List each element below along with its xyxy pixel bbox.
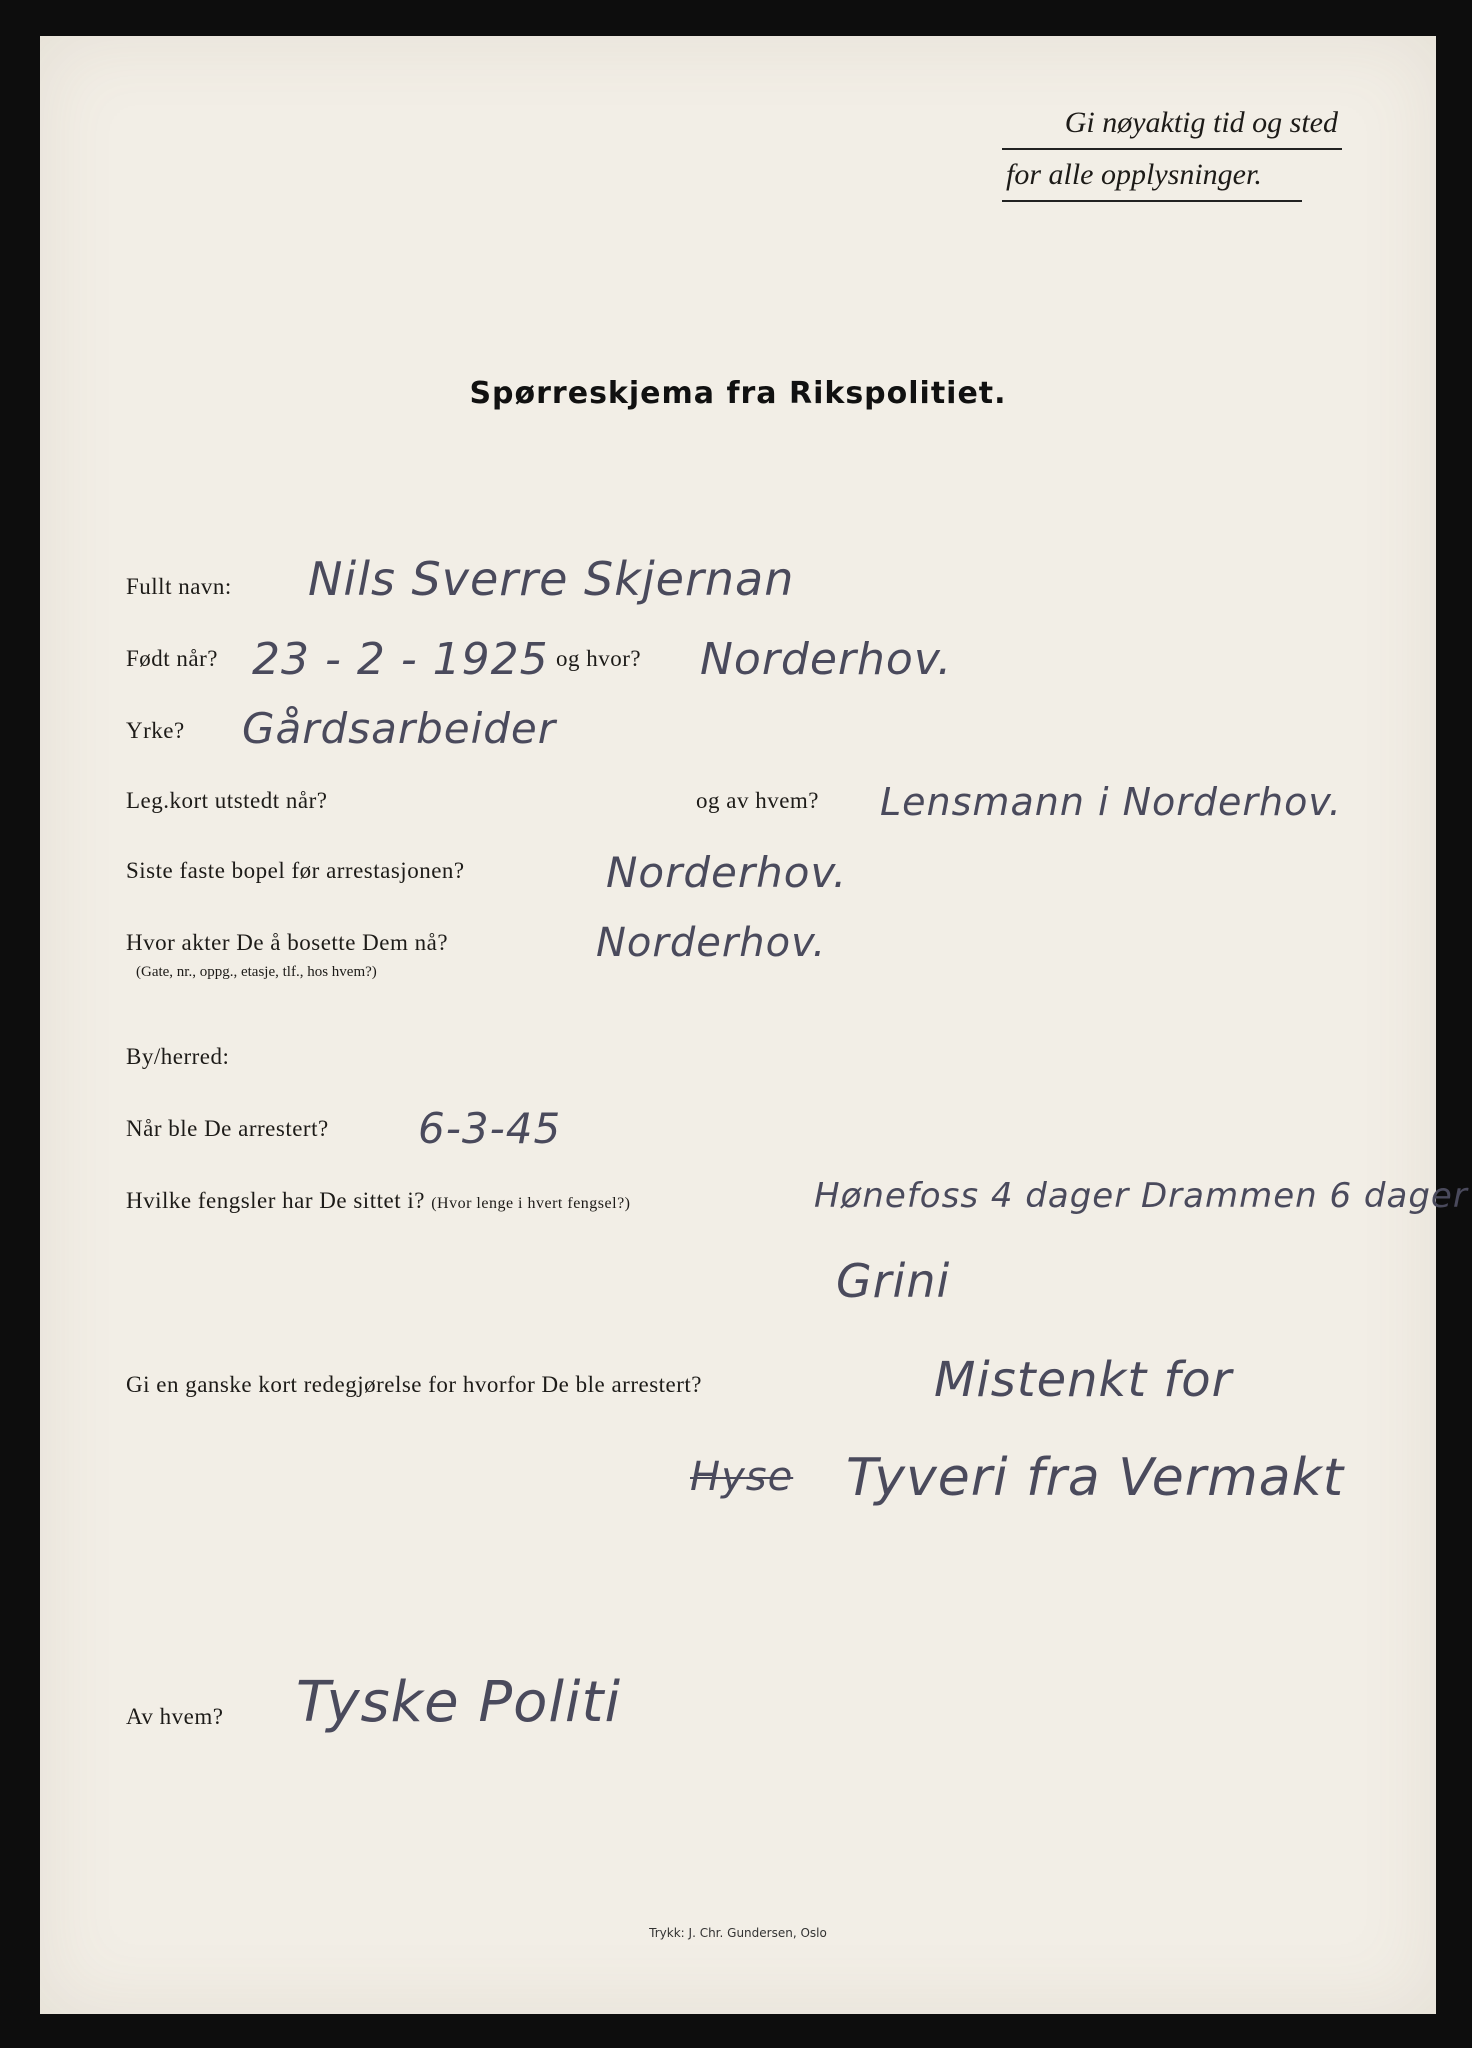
- born-where-label: og hvor?: [556, 646, 642, 671]
- reason-value-line2: Tyveri fra Vermakt: [846, 1448, 1345, 1508]
- id-card-by-value: Lensmann i Norderhov.: [880, 780, 1342, 824]
- born-where-value: Norderhov.: [700, 634, 953, 685]
- occupation-label: Yrke?: [126, 718, 185, 743]
- arrest-date-label: Når ble De arrestert?: [126, 1116, 329, 1141]
- future-address-label: Hvor akter De å bosette Dem nå?: [126, 930, 449, 955]
- prisons-value-line2: Grini: [836, 1254, 951, 1308]
- id-card-by-label: og av hvem?: [696, 788, 820, 813]
- instruction-line-1: Gi nøyaktig tid og sted: [1002, 98, 1342, 150]
- prisons-hint: (Hvor lenge i hvert fengsel?): [431, 1195, 631, 1212]
- last-address-label: Siste faste bopel før arrestasjonen?: [126, 858, 465, 883]
- reason-value-line1: Mistenkt for: [934, 1352, 1233, 1408]
- reason-label: Gi en ganske kort redegjørelse for hvorfor De ble arrestert?: [126, 1372, 703, 1397]
- printer-credit: Trykk: J. Chr. Gundersen, Oslo: [649, 1926, 827, 1940]
- full-name-value: Nils Sverre Skjernan: [308, 552, 795, 606]
- municipality-label: By/herred:: [126, 1044, 230, 1069]
- future-address-value: Norderhov.: [596, 920, 827, 966]
- prisons-label: [126, 1188, 631, 1214]
- reason-value-struck: Hyse: [690, 1454, 794, 1500]
- last-address-value: Norderhov.: [606, 848, 848, 897]
- future-address-hint: (Gate, nr., oppg., etasje, tlf., hos hvem?): [136, 964, 377, 980]
- prisons-value-line1: Hønefoss 4 dager Drammen 6 dager: [814, 1176, 1468, 1216]
- born-when-value: 23 - 2 - 1925: [252, 634, 549, 685]
- form-sheet: [40, 36, 1468, 2014]
- occupation-value: Gårdsarbeider: [242, 704, 557, 753]
- born-when-label: Født når?: [126, 646, 219, 671]
- full-name-label: Fullt navn:: [126, 574, 232, 599]
- id-card-when-label: Leg.kort utstedt når?: [126, 788, 328, 813]
- arrested-by-value: Tyske Politi: [296, 1670, 622, 1735]
- instruction-line-2: for alle opplysninger.: [1002, 150, 1302, 202]
- form-title: Spørreskjema fra Rikspolitiet.: [469, 376, 1007, 411]
- instruction-box: [1002, 98, 1342, 202]
- prisons-label-text: Hvilke fengsler har De sittet i?: [126, 1188, 425, 1213]
- arrested-by-label: Av hvem?: [126, 1704, 224, 1729]
- arrest-date-value: 6-3-45: [418, 1104, 562, 1153]
